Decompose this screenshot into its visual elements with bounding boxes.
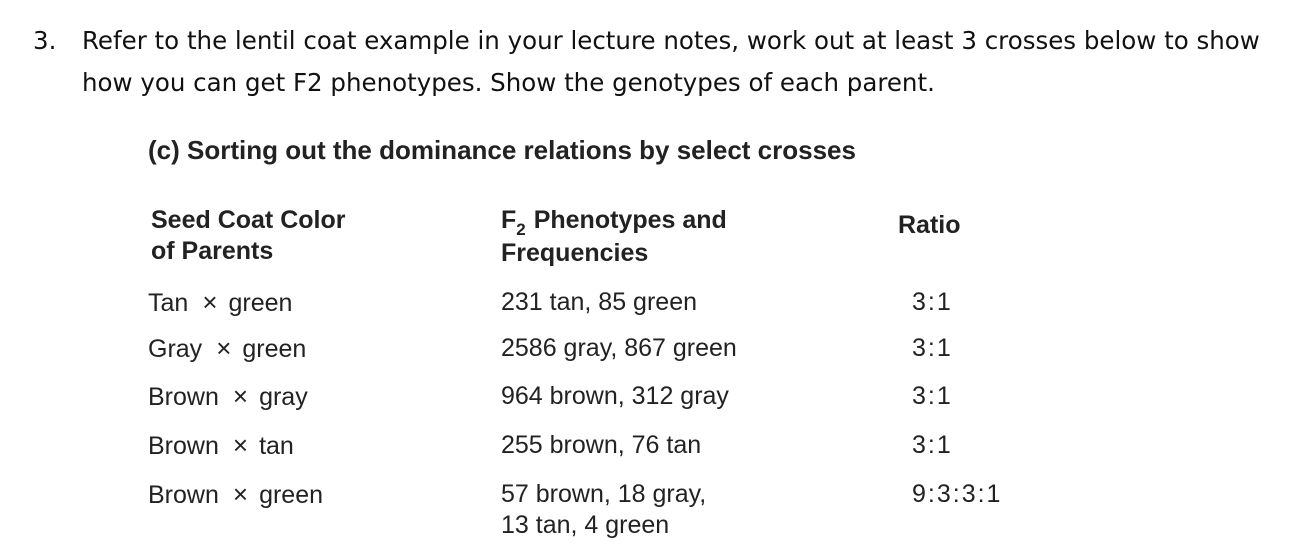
header-f2-prefix: F [501, 206, 517, 234]
frequency-line-1: 231 tan, 85 green [501, 288, 697, 316]
frequency-line-1: 255 brown, 76 tan [501, 431, 702, 459]
cross-symbol: × [232, 479, 249, 509]
header-f2-line-2: Frequencies [501, 239, 649, 267]
cell-ratio: 3:1 [912, 382, 953, 410]
header-ratio: Ratio [898, 211, 961, 239]
header-f2-phenotypes [501, 205, 831, 269]
parent-2: green [242, 335, 307, 363]
cell-frequencies [501, 430, 881, 461]
question-text [82, 20, 1282, 104]
parent-2: gray [259, 383, 308, 411]
header-parents-line-1: Seed Coat Color [151, 206, 346, 234]
cell-parents [148, 287, 292, 319]
cross-symbol: × [232, 430, 249, 460]
panel-title: (c) Sorting out the dominance relations by select crosses [148, 135, 856, 165]
cell-ratio: 3:1 [912, 288, 953, 316]
parent-1: Brown [148, 481, 219, 509]
cell-parents [148, 381, 308, 413]
frequency-line-2: 13 tan, 4 green [501, 511, 670, 539]
parent-2: green [228, 289, 293, 317]
cell-ratio: 3:1 [912, 334, 953, 362]
question-number: 3. [33, 26, 57, 55]
frequency-line-1: 964 brown, 312 gray [501, 382, 729, 410]
header-parents [151, 205, 451, 267]
cross-symbol: × [232, 381, 249, 411]
cell-frequencies [501, 333, 881, 364]
frequency-line-1: 57 brown, 18 gray, [501, 480, 707, 508]
header-parents-line-2: of Parents [151, 237, 274, 265]
cell-frequencies [501, 287, 881, 318]
parent-1: Brown [148, 383, 219, 411]
cell-frequencies [501, 479, 881, 541]
parent-2: tan [259, 432, 294, 460]
parent-2: green [259, 481, 324, 509]
header-f2-line-1 [501, 205, 831, 238]
parent-1: Tan [148, 289, 189, 317]
question-text-line-2: how you can get F2 phenotypes. Show the genotypes of each parent. [82, 68, 935, 97]
cross-symbol: × [202, 287, 218, 317]
cell-parents [148, 430, 294, 462]
cell-parents [148, 333, 306, 365]
cell-frequencies [501, 381, 881, 412]
cell-ratio: 9:3:3:1 [912, 480, 1003, 508]
frequency-line-1: 2586 gray, 867 green [501, 334, 737, 362]
cell-parents [148, 479, 323, 511]
cross-symbol: × [216, 333, 232, 363]
question-text-line-1: Refer to the lentil coat example in your lecture notes, work out at least 3 crosses below to show [82, 26, 1260, 55]
parent-1: Brown [148, 432, 219, 460]
header-f2-subscript: 2 [516, 220, 526, 239]
header-f2-line-1-rest: Phenotypes and [526, 206, 727, 234]
parent-1: Gray [148, 335, 203, 363]
cell-ratio: 3:1 [912, 431, 953, 459]
